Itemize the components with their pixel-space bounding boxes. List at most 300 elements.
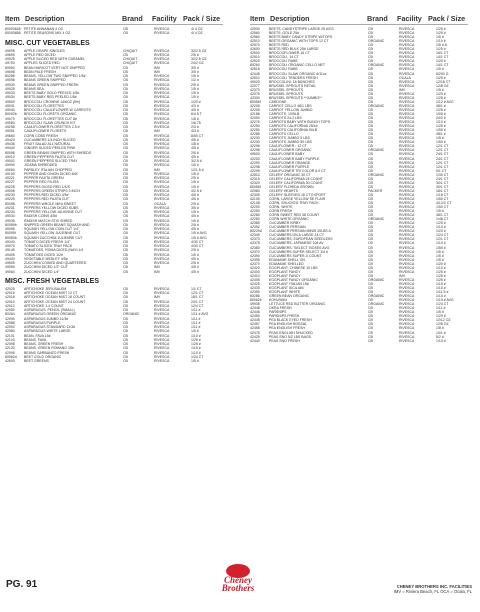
item-description: CARROTS, 10/5LB [269, 111, 300, 116]
item-brand: CB [368, 83, 373, 88]
item-pack-size: 24/1 CT [436, 152, 449, 157]
item-pack-size: 1/11 # [191, 325, 201, 329]
item-number: 49010 [5, 154, 15, 159]
item-brand: CB [123, 342, 128, 346]
item-pack-size: 1/25 # [436, 47, 446, 52]
item-facility: RIVESCA [399, 128, 415, 133]
item-facility: RIVESCA [399, 51, 415, 56]
item-pack-size: 1/25 # [436, 124, 446, 129]
item-facility: RIVESCA [154, 61, 170, 66]
item-number: 42320 [250, 180, 260, 185]
item-pack-size: 12/1 CT [436, 164, 449, 169]
item-description: ZUCCHINI COINED AND QUARTERED [24, 261, 87, 265]
item-description: SQUASH YELLOW COIN CUT 1/4" [24, 227, 80, 231]
left-top-rows [5, 27, 223, 36]
item-pack-size: 1/5 # [191, 171, 199, 176]
item-description: BEETS BABY RED PEELED 1/5# [24, 95, 77, 100]
item-pack-size: 1/10 # [436, 294, 446, 299]
item-pack-size: 24/2 OZ [191, 61, 204, 66]
item-facility: IMV [154, 65, 161, 70]
item-facility: RIVESCA [399, 152, 415, 157]
item-description: CUCUMBERS SUPER-X COUNT [269, 253, 322, 258]
right-column [250, 14, 468, 343]
item-brand: CB [368, 314, 373, 319]
item-facility: RIVESCA [399, 176, 415, 181]
item-pack-size: 1/10 # [436, 120, 446, 125]
item-number: 49034 [5, 214, 15, 219]
item-facility: RIVESCA [154, 133, 170, 138]
item-brand: CB [368, 164, 373, 169]
cheney-brothers-logo [192, 564, 284, 594]
item-brand: CB [368, 160, 373, 165]
item-brand: CB [368, 99, 373, 104]
item-brand: CB [368, 51, 373, 56]
item-brand: CB [123, 235, 128, 240]
item-description: BEETS, CANDYSTRIPE LARGE 25 #/CS [269, 27, 334, 31]
item-number: 42186 [250, 111, 260, 116]
item-number: 42250 [250, 209, 260, 214]
item-number: 42445 [250, 318, 260, 323]
item-number: 80264 [250, 63, 260, 68]
item-description: CUCUMBER PERSIAN [269, 225, 306, 230]
item-brand: CB [123, 316, 128, 321]
item-description: TOMATO DICED FRESH 1/4" [24, 239, 71, 244]
item-number: 42205 [250, 103, 260, 108]
item-facility: RIVESCA [154, 197, 170, 202]
item-pack-size: 24/1 CT [436, 176, 449, 181]
item-brand: CB [368, 176, 373, 181]
item-pack-size: 5/2 # [436, 334, 444, 339]
logo-line1: Cheney [224, 575, 252, 585]
item-facility: RIVESCA [399, 124, 415, 129]
item-facility: RIVESCA [399, 338, 415, 343]
item-description: CUCUMBERS, JAPANESE 10# AV [269, 241, 324, 246]
item-number: 49145 [5, 248, 15, 253]
item-brand: CB [368, 184, 373, 189]
item-pack-size: 12/1 CT [436, 160, 449, 165]
item-pack-size: 1/5 # [191, 329, 199, 334]
item-pack-size: 1/50 CT [436, 205, 449, 210]
item-facility: RIVESCA [399, 192, 415, 197]
item-number: 80092b [5, 112, 17, 117]
item-pack-size: 1/8 # [191, 116, 199, 121]
item-pack-size: 1/5 # [191, 252, 199, 257]
item-description: RADISH MATCH STIX SHRED [24, 218, 73, 223]
item-number: 49405 [5, 252, 15, 257]
item-facility: RIVESCA [399, 269, 415, 274]
item-description: CELERY HEARTS [269, 188, 298, 193]
item-pack-size: 1/25 # [436, 221, 446, 226]
item-description: CELERY ORGANIC 30 CT [269, 172, 311, 177]
item-facility: RIVESCA [154, 354, 170, 359]
item-description: CUCUMBER PERSIAN MINIS 20LBS A [269, 229, 331, 234]
item-brand: ORGANIC [368, 294, 385, 299]
item-description: BRUSSEL SPROUTS RETAIL [269, 83, 317, 88]
item-description: CARROTS CELLO [269, 132, 299, 137]
item-facility: RIVESCA [399, 277, 415, 282]
item-number: 49935 [250, 302, 260, 307]
item-number: 42018 [5, 295, 15, 300]
item-number: 80062d [5, 354, 17, 359]
item-brand: CB [123, 210, 128, 214]
item-number: 49660 [5, 133, 15, 138]
item-brand: CB [368, 59, 373, 64]
table-row [5, 270, 223, 274]
item-pack-size: 1/5 # [191, 163, 199, 168]
item-description: BEAN, FAVA 15# [24, 333, 51, 338]
item-pack-size: 1/5 # AVG [191, 235, 207, 240]
item-brand: CB [368, 132, 373, 137]
item-brand: CB [123, 346, 128, 351]
item-pack-size: 1/5 # [436, 209, 444, 214]
item-number: 49002 [5, 159, 15, 163]
item-description: ARTICHOKE OCEAN MIST 12 CT [24, 291, 78, 295]
item-facility: RIVESCA [399, 188, 415, 193]
item-description: BROCCOLI SLAW ORGANIC 6/11oz [269, 71, 327, 76]
item-number: 42230 [250, 136, 260, 141]
item-brand: CB [123, 308, 128, 312]
item-brand: CB [123, 252, 128, 257]
item-pack-size: 4/30 CT [191, 239, 204, 244]
item-number: 80264 [5, 312, 15, 317]
item-facility: RIVESCA [154, 248, 170, 253]
item-brand: CB [368, 168, 373, 173]
item-description: BEANS SEA [24, 86, 44, 91]
item-number: 49051 [5, 129, 15, 134]
item-number: 49600 [250, 152, 260, 157]
item-facility: RIVESCA [399, 27, 415, 31]
item-pack-size: 18/1 CT [436, 188, 449, 193]
item-brand: CB [368, 91, 373, 96]
item-facility: IMV [154, 269, 161, 274]
item-number: 80000648 [5, 27, 21, 31]
item-number: 42200 [250, 156, 260, 161]
item-description: TOMATO SLICED TRAY PACK [24, 244, 73, 248]
item-facility: RIVESCA [154, 176, 170, 180]
table-row [250, 339, 468, 343]
item-number: 42392 [250, 225, 260, 230]
item-facility: RIVESCA [154, 316, 170, 321]
item-brand: CB [123, 201, 128, 206]
item-pack-size: 12/4 CT [191, 303, 204, 308]
item-facility: IMV [154, 167, 161, 172]
item-description: SNIPPED GREEN BEANS SQUASH AND [24, 222, 90, 227]
item-pack-size: 4/5 # [191, 269, 199, 274]
item-description: CELERY FLORIDA GROWN [269, 184, 314, 189]
item-description: CARDONE [269, 99, 287, 104]
item-description: KOHLRABI [269, 298, 287, 303]
item-brand: CB [123, 69, 128, 74]
item-pack-size: 14/1 CT [436, 55, 449, 60]
item-number: 42560 [250, 35, 260, 40]
item-description: PEPPERS RED DICED 4/5# [24, 193, 69, 197]
item-number: 42298 [250, 164, 260, 169]
item-pack-size: 1/25 # [436, 269, 446, 274]
item-brand: CB [123, 350, 128, 355]
item-pack-size: 1/50 # [436, 140, 446, 145]
item-pack-size: 2/5 # [191, 82, 199, 87]
item-number: 42400 [250, 269, 260, 274]
item-brand: CB [123, 197, 128, 202]
item-pack-size: 1/10 # [436, 241, 446, 246]
item-number: 42570 [250, 43, 260, 48]
item-brand: CB [123, 52, 128, 57]
item-brand: CB [123, 31, 128, 36]
item-description: CAULIFLOWER TRI COLOR 6-9 CT [269, 168, 326, 173]
item-facility: RIVESCA [399, 107, 415, 112]
item-brand: CB [123, 27, 128, 31]
item-number: 49008 [5, 188, 15, 193]
item-number: 49221 [5, 176, 15, 180]
item-facility: RIVESCA [154, 325, 170, 329]
item-number: 49031 [5, 103, 15, 108]
item-description: EGGPLANT FANCY [269, 273, 301, 278]
item-facility: RIVESCA [399, 241, 415, 246]
item-brand: CB [368, 180, 373, 185]
item-description: CELERY CALIFORNIA 24 COUNT [269, 176, 323, 181]
item-pack-size: 1/15 # [191, 346, 201, 351]
item-number: 42092 [5, 325, 15, 329]
item-description: BRUSSEL SPROUTS [269, 87, 304, 92]
item-facility: RIVESCA [399, 265, 415, 270]
item-number: 49420 [5, 137, 15, 142]
item-number: 80095f [5, 231, 16, 236]
item-facility: RIVESCA [154, 125, 170, 129]
item-brand: CB [123, 112, 128, 117]
item-facility: RIVESCA [154, 31, 170, 36]
item-facility: RIVESCA [399, 217, 415, 222]
item-description: JICAMA SHREDDED [24, 163, 58, 168]
item-brand: CB [368, 273, 373, 278]
item-number: 49190 [5, 171, 15, 176]
item-description: BROCCOLI FLORETTES CUT 8# [24, 116, 77, 121]
item-brand: CB [368, 205, 373, 210]
item-facility: RIVESCA [154, 214, 170, 219]
item-facility: RIVESCA [154, 320, 170, 325]
item-pack-size: 30/1 CT [436, 184, 449, 189]
item-description: EGGPLANT SICILIAN [269, 286, 304, 290]
item-facility: RIVESCA [154, 99, 170, 104]
item-number: 42515 [250, 67, 260, 72]
item-number: 42250 [250, 128, 260, 133]
item-facility: RIVESCA [154, 27, 170, 31]
item-facility: RIVESCA [154, 116, 170, 121]
item-facility: RIVESCA [399, 209, 415, 214]
item-pack-size: 1/5 # [191, 74, 199, 78]
item-description: PEPPERS RED FAJITA CUT [24, 197, 70, 202]
item-facility: RIVESCA [154, 78, 170, 83]
item-facility: RIVESCA [399, 180, 415, 185]
item-pack-size: 1/5 # [191, 218, 199, 223]
item-description: BROCCOLI SLAW CRUNCH KIT [24, 120, 76, 125]
item-pack-size: 1/6.75 [191, 120, 201, 125]
item-number: 49400 [5, 256, 15, 261]
item-brand: CB [123, 325, 128, 329]
item-description: PEPPERS YELLOW JULIENNE CUT [24, 210, 83, 214]
item-number: 42090 [250, 116, 260, 121]
item-brand: PACKER [368, 188, 383, 193]
item-description: GREEN PEPPERS SLICED TRAY [24, 159, 78, 163]
item-number: 42446 [250, 310, 260, 315]
item-facility: RIVESCA [154, 91, 170, 95]
item-description: BROCCOLI ORGANIC CELLO NET [269, 63, 326, 68]
item-pack-size: 4/3 # [191, 129, 199, 134]
item-facility: RIVESCA [399, 233, 415, 238]
item-pack-size: 4/5 # [191, 227, 199, 231]
item-brand: CB [123, 116, 128, 121]
item-facility: RIVESCA [154, 108, 170, 112]
item-facility: RIVESCA [154, 239, 170, 244]
item-brand: CB [368, 290, 373, 295]
item-pack-size: 2/5 # [191, 201, 199, 206]
item-brand: CB [123, 133, 128, 138]
item-pack-size: 1/15 # [436, 281, 446, 286]
item-number: 42296 [250, 144, 260, 149]
item-number: 80098 [5, 201, 15, 206]
item-description: BEETS RED [269, 43, 289, 48]
item-description: GREEN PEPPERS FAJITA CUT [24, 154, 75, 159]
item-facility: RIVESCA [154, 57, 170, 61]
item-description: CORN SWEET RED 48 COUNT [269, 213, 320, 218]
item-number: 49040 [5, 108, 15, 112]
item-pack-size: 1/2 # [191, 78, 199, 83]
item-facility: RIVESCA [399, 156, 415, 161]
item-number: 42095 [5, 350, 15, 355]
item-description: ASPARAGUS WHITE LARGE [24, 329, 71, 334]
item-brand: CB [368, 298, 373, 303]
item-brand: CB [368, 124, 373, 129]
item-number: 42050 [5, 308, 15, 312]
item-pack-size: 1/1 CT [191, 286, 202, 291]
item-description: PEAS ENGLISH SHUCKED [269, 330, 313, 335]
item-pack-size: 4/30 CT [191, 244, 204, 248]
item-facility: RIVESCA [154, 150, 170, 155]
left-section2-rows [5, 287, 223, 364]
item-pack-size: 1/10 # [191, 350, 201, 355]
item-facility: RIVESCA [399, 302, 415, 307]
item-number: 42077 [250, 83, 260, 88]
item-number: 49099 [5, 163, 15, 168]
item-description: BEANS, GREEN FRESH [24, 342, 64, 346]
item-brand: CB [368, 75, 373, 80]
item-description: CARROT CELLO 48/1 LBS [269, 103, 312, 108]
item-description: BEETS BABY CANDY STRIPE W/TOPS [269, 35, 333, 40]
item-facility: RIVESCA [154, 159, 170, 163]
item-description: BROCCOLI CROWNS 14/6OZ (5%) [24, 99, 81, 104]
item-pack-size: 1/5 # [191, 210, 199, 214]
item-brand: CB [123, 86, 128, 91]
item-facility: RIVESCA [399, 39, 415, 44]
item-description: PEPPER RED FAJITA [24, 180, 59, 185]
item-facility: RIVESCA [154, 231, 170, 236]
item-facility: RIVESCA [399, 249, 415, 254]
item-brand: CB [123, 171, 128, 176]
item-number: 80056f [250, 99, 261, 104]
item-brand: CB [123, 269, 128, 274]
item-number: 49440 [5, 146, 15, 151]
item-pack-size: 1/50 CT [436, 196, 449, 201]
item-number: 42250 [250, 124, 260, 129]
item-pack-size: 1/10 # [436, 39, 446, 44]
item-pack-size: 1/10 # [436, 225, 446, 230]
item-number: 80083b [5, 235, 17, 240]
facility-legend-title: CHENEY BROTHERS INC. FACILITIES [396, 583, 472, 589]
item-pack-size: 1/10 # [436, 286, 446, 290]
item-facility: RIVESCA [154, 337, 170, 342]
item-description: EGGPLANT FANCY ORGANIC [269, 277, 318, 282]
item-description: PEPPER FAJITA GREEN [24, 176, 64, 180]
item-facility: RIVESCA [399, 95, 415, 100]
item-brand: CB [368, 35, 373, 40]
item-pack-size: 1/24 CT [191, 354, 204, 359]
item-facility: RIVESCA [399, 281, 415, 286]
item-brand: CB [368, 156, 373, 161]
item-pack-size: 1/48 CT [436, 217, 449, 222]
item-facility: RIVESCA [399, 63, 415, 68]
item-facility: RIVESCA [154, 286, 170, 291]
item-pack-size: 1/11 # AVG [191, 312, 209, 317]
item-number: 42370 [250, 249, 260, 254]
item-facility: IMV [399, 87, 406, 92]
item-number: 42349 [250, 233, 260, 238]
item-facility: RIVESCA [399, 168, 415, 173]
item-facility: RIVESCA [399, 225, 415, 230]
item-number: 49070 [5, 116, 15, 121]
item-number: 80286 [250, 294, 260, 299]
item-brand: CB [368, 136, 373, 141]
item-number: 49698 [5, 69, 15, 74]
item-pack-size: 48/1 CT [436, 213, 449, 218]
item-pack-size: 4/12/2 CT [436, 201, 452, 206]
item-number: 42080 [5, 329, 15, 334]
item-pack-size: 12/1 CT [436, 148, 449, 153]
item-brand: CB [123, 150, 128, 155]
item-pack-size: 30/1 CT [436, 180, 449, 185]
item-pack-size: 24/1 CT [436, 156, 449, 161]
item-number: 42448 [250, 306, 260, 311]
item-description: ARTICHOKE JERUSALEM [24, 286, 67, 291]
item-description: EDAMAME SHELL ON [269, 257, 305, 262]
item-brand: CB [368, 286, 373, 290]
item-description: CAULIFLOWER ORGANIC [269, 148, 312, 153]
item-number: 49095 [5, 227, 15, 231]
item-pack-size: 1/50 # [436, 128, 446, 133]
item-description: ASPARAGUS STANDARD 11/3# [24, 325, 75, 329]
item-facility: RIVESCA [399, 201, 415, 206]
item-facility: RIVESCA [154, 210, 170, 214]
item-pack-size: 16/1 CT [436, 51, 449, 56]
item-number: 42457 [250, 322, 260, 327]
item-pack-size: 1/5 # [191, 359, 199, 363]
item-brand: ORGANIC [368, 148, 385, 153]
item-brand: ORGANIC [368, 172, 385, 177]
item-pack-size: 12/1.5 # [191, 167, 204, 172]
item-pack-size: 4/5 # [191, 265, 199, 270]
item-facility: RIVESCA [399, 111, 415, 116]
item-number: 49230 [5, 193, 15, 197]
table-row [5, 359, 223, 363]
left-section1-rows [5, 49, 223, 274]
item-number: 42370 [250, 237, 260, 242]
item-brand: CB [123, 337, 128, 342]
item-description: PEPPERS YELLOW DICED SUBS [24, 205, 79, 210]
item-pack-size: 2/5 # [191, 261, 199, 265]
item-pack-size: 4/3 # [191, 103, 199, 108]
item-pack-size: 32/2.5 OZ [191, 57, 207, 61]
item-description: BEANS GARBANZO FRESH [24, 350, 70, 355]
item-description: BROCCOLI, 14 CT [269, 55, 299, 60]
item-facility: RIVESCA [154, 291, 170, 295]
